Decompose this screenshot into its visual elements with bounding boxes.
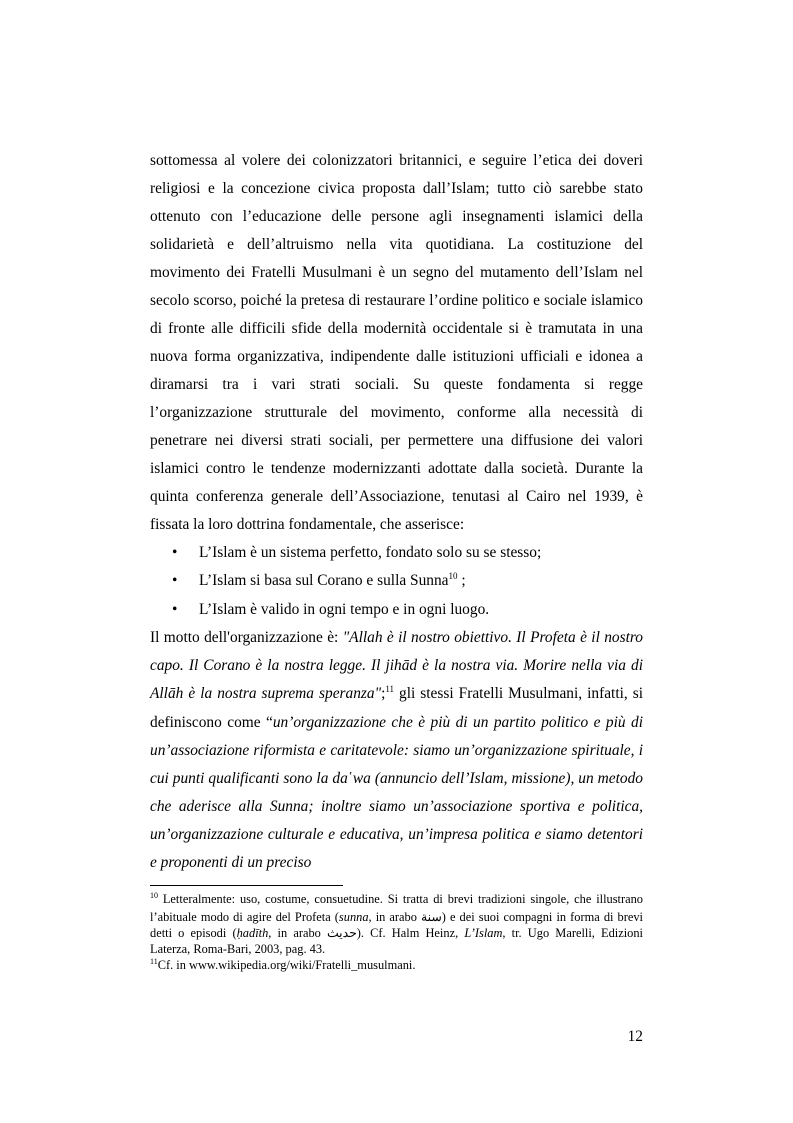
footnote-text: , tr. Ugo Marelli, Edizioni Laterza, Roma-Bari, 2003, pag. 43. — [150, 926, 644, 956]
footnote-ref-10[interactable]: 10 — [448, 571, 458, 581]
footnote-term: sunna — [338, 910, 369, 924]
footnote-number: 10 — [150, 891, 158, 900]
paragraph-2-lead: Il motto dell'organizzazione è: — [150, 629, 343, 646]
list-item-text: L’Islam è valido in ogni tempo e in ogni luogo. — [199, 601, 490, 618]
doctrine-list — [150, 539, 643, 624]
paragraph-1: sottomessa al volere dei colonizzatori britannici, e seguire l’etica dei doveri religiosi e la concezione civica proposta dall’Islam; tutto ciò sarebbe stato ottenuto con l’educazione delle persone agli insegnamenti islamici della solidarietà e dell’altruismo nella vita quotidiana. La costituzione del movimento dei Fratelli Musulmani è un segno del mutamento dell’Islam nel secolo scorso, poiché la pretesa di restaurare l’ordine politico e sociale islamico di fronte alle difficili sfide della modernità occidentale si è tramutata in una nuova forma organizzativa, indipendente dalle istituzioni ufficiali e idonea a diramarsi tra i vari strati sociali. Su queste fondamenta si regge l’organizzazione strutturale del movimento, conforme alla necessità di penetrare nei diversi strati sociali, per permettere una diffusione dei valori islamici contro le tendenze modernizzanti adottate dalla società. Durante la quinta conferenza generale dell’Associazione, tenutasi al Cairo nel 1939, è fissata la loro dottrina fondamentale, che asserisce: — [150, 152, 643, 533]
footnote-text: ). Cf. Halm Heinz, — [356, 926, 465, 940]
footnote-text: , in arabo — [268, 926, 327, 940]
footnote-10 — [150, 891, 643, 957]
bullet-icon: • — [172, 544, 178, 561]
motto-quote: "Allah è il nostro obiettivo. Il Profeta è il nostro capo. Il Corano è la nostra legge. Il jihād è la nostra via. Morire nella via di Allāh è la nostra suprema speranza" — [150, 629, 644, 702]
motto-tail: ; — [381, 685, 386, 702]
paragraph-2 — [150, 624, 643, 877]
body-text — [150, 147, 643, 877]
footnote-text: , in arabo — [368, 910, 422, 924]
bullet-icon: • — [172, 601, 178, 618]
footnote-number: 11 — [150, 957, 158, 966]
list-item-text: L’Islam si basa sul Corano e sulla Sunna — [199, 572, 449, 589]
paragraph-2-middle: gli stessi Fratelli Musulmani, infatti, si definiscono come “ — [150, 685, 643, 731]
bullet-icon: • — [172, 572, 178, 589]
list-item-tail: ; — [457, 572, 466, 589]
footnote-text: Letteralmente: uso, costume, consuetudine. Si tratta di brevi tradizioni singole, che illustrano l’abituale modo di agire del Profeta ( — [150, 892, 643, 924]
footnote-text: Cf. in www.wikipedia.org/wiki/Fratelli_musulmani. — [157, 958, 416, 972]
arabic-term: سنة — [421, 910, 442, 924]
footnote-term: ḥadīth — [236, 926, 269, 940]
arabic-term: حديث — [327, 926, 357, 940]
footnotes — [150, 891, 643, 975]
book-title: L’Islam — [464, 926, 503, 940]
footnote-text: ) e dei suoi compagni in forma di brevi detti o episodi ( — [150, 910, 643, 940]
footnote-ref-11[interactable]: 11 — [385, 684, 395, 694]
footnote-11 — [150, 957, 643, 975]
list-item-text: L’Islam è un sistema perfetto, fondato solo su se stesso; — [199, 544, 542, 561]
list-item — [150, 567, 643, 596]
list-item — [150, 596, 643, 624]
page-number: 12 — [627, 1028, 643, 1045]
footnote-separator — [150, 885, 343, 886]
self-definition-quote: un’organizzazione che è più di un partito politico e più di un’associazione riformista e caritatevole: siamo un’organizzazione spirituale, i cui punti qualificanti sono la da῾wa (annuncio dell’Islam, missione), un metodo che aderisce alla Sunna; inoltre siamo un’associazione sportiva e politica, un’organizzazione culturale e educativa, un’impresa politica e siamo detentori e proponenti di un preciso — [150, 714, 643, 871]
list-item — [150, 539, 643, 567]
